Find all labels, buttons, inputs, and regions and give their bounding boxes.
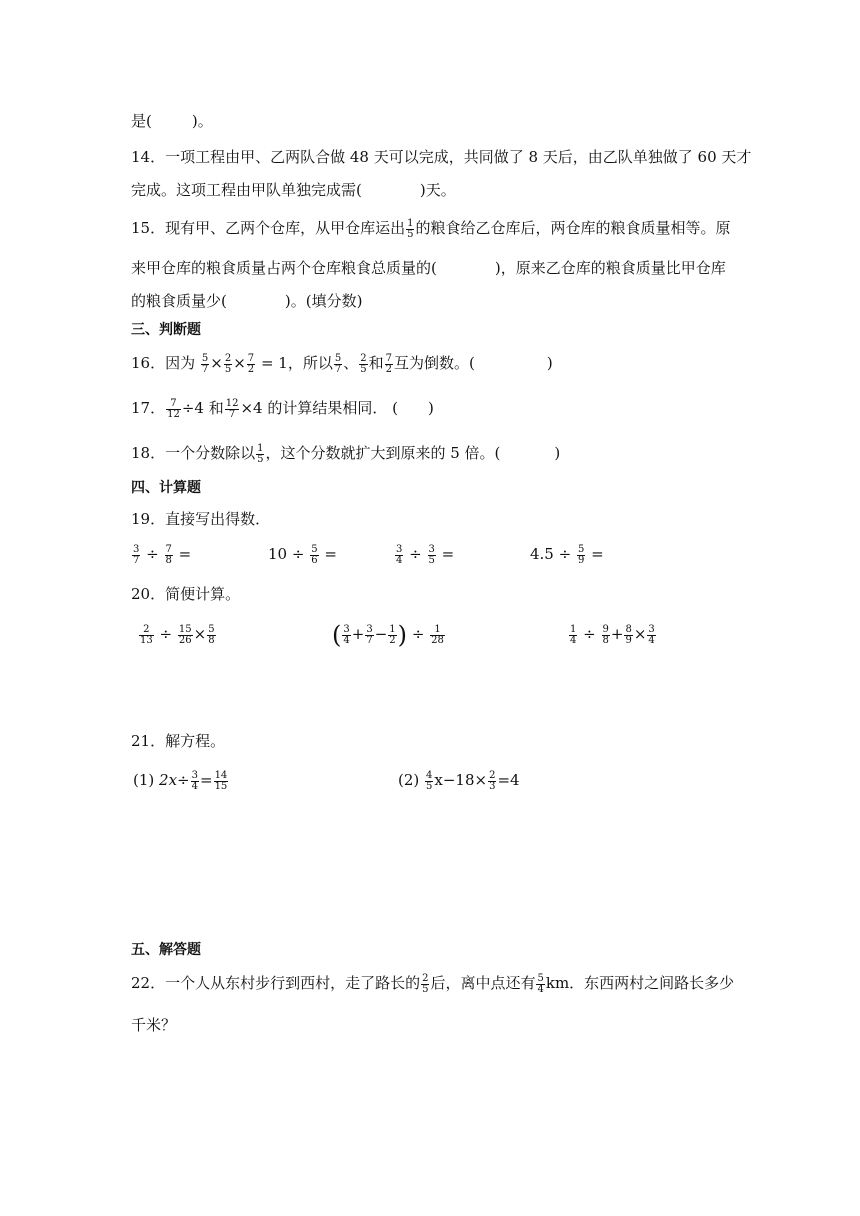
q19-expr-3: $\frac{3}{4}$ ÷ $\frac{3}{5}$ =	[396, 543, 455, 566]
q18: 18．一个分数除以 $\frac{1}{5}$ ，这个分数就扩大到原来的 5 倍。( )	[131, 442, 561, 465]
section-heading-calculation: 四、计算题	[131, 480, 201, 496]
q15-line2: 来甲仓库的粮食质量占两个仓库粮食总质量的( )，原来乙仓库的粮食质量比甲仓库	[131, 259, 726, 277]
q15-line3: 的粮食质量少( )。(填分数)	[131, 292, 363, 310]
q19-expr-1: $\frac{3}{7}$ ÷ $\frac{7}{8}$ =	[133, 543, 192, 566]
q14-line1: 14．一项工程由甲、乙两队合做 48 天可以完成，共同做了 8 天后，由乙队单独做了 60 天才	[131, 148, 752, 166]
q13-tail: 是( )。	[131, 112, 213, 130]
q21-title: 21．解方程。	[131, 732, 226, 750]
q20-expr-2: ( $\frac{3}{4}$ + $\frac{3}{7}$ − $\frac{1}{2}$ ) ÷ $\frac{1}{28}$	[332, 621, 444, 649]
q15-line1: 15．现有甲、乙两个仓库，从甲仓库运出 $\frac{1}{5}$ 的粮食给乙仓库后，两仓库的粮食质量相等。原	[131, 217, 731, 240]
q19-expr-2: 10 ÷ $\frac{5}{6}$ =	[268, 543, 337, 566]
fraction: $\frac{1}{5}$	[407, 217, 414, 240]
section-heading-answers: 五、解答题	[131, 942, 201, 958]
q19-title: 19．直接写出得数．	[131, 510, 271, 528]
q22-line2: 千米？	[131, 1016, 177, 1034]
section-heading-judgment: 三、判断题	[131, 322, 201, 338]
q17: 17． $\frac{7}{12}$ ÷4 和 $\frac{12}{7}$ ×4 的计算结果相同． ( )	[131, 397, 434, 420]
q19-expr-4: 4.5 ÷ $\frac{5}{9}$ =	[530, 543, 604, 566]
q14-line2: 完成。这项工程由甲队单独完成需( )天。	[131, 181, 456, 199]
q16: 16．因为 $\frac{5}{7}$ × $\frac{2}{5}$ × $\frac{7}{2}$ = 1，所以 $\frac{5}{7}$ 、 $\frac{2}{5}$ 和 $\frac{7}{2}$ 互为倒数。( )	[131, 352, 553, 375]
q22-line1: 22．一个人从东村步行到西村，走了路长的 $\frac{2}{5}$ 后，离中点还有 $\frac{5}{4}$ km．东西两村之间路长多少	[131, 972, 735, 995]
q20-expr-3: $\frac{1}{4}$ ÷ $\frac{9}{8}$ + $\frac{8}{9}$ × $\frac{3}{4}$	[570, 623, 655, 646]
q21-equation-2: (2) $\frac{4}{5}$ x−18× $\frac{2}{3}$ =4	[398, 769, 520, 792]
q20-expr-1: $\frac{2}{13}$ ÷ $\frac{15}{26}$ × $\frac{5}{8}$	[140, 623, 215, 646]
q21-equation-1: (1) 2x÷ $\frac{3}{4}$ = $\frac{14}{15}$	[133, 769, 228, 792]
q20-title: 20．简便计算。	[131, 585, 241, 603]
